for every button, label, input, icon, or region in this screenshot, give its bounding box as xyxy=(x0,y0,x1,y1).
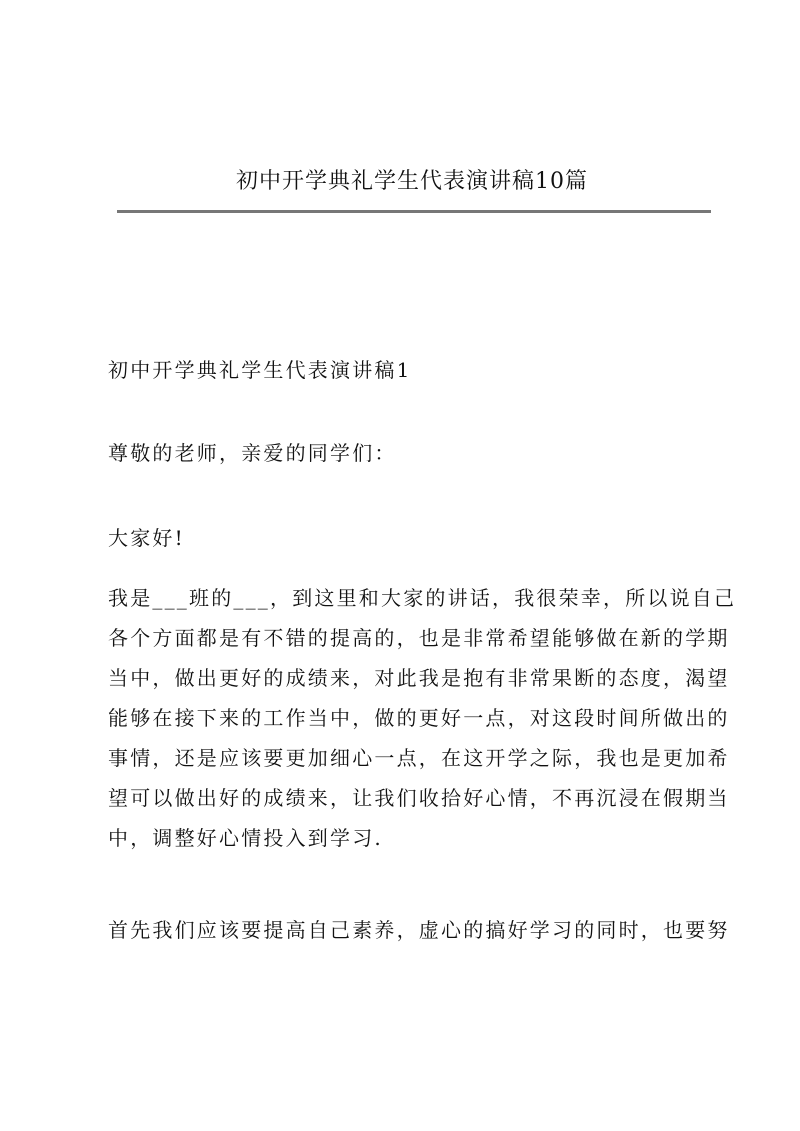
document-title: 初中开学典礼学生代表演讲稿10篇 xyxy=(236,169,588,194)
greeting: 大家好! xyxy=(108,526,185,550)
section-heading: 初中开学典礼学生代表演讲稿1 xyxy=(108,358,412,382)
paragraph-line: 事情，还是应该要更加细心一点，在这开学之际，我也是更加希 xyxy=(108,746,730,770)
salutation: 尊敬的老师，亲爱的同学们： xyxy=(108,441,397,465)
paragraph-line: 当中，做出更好的成绩来，对此我是抱有非常果断的态度，渴望 xyxy=(108,666,730,690)
paragraph-line: 首先我们应该要提高自己素养，虚心的搞好学习的同时，也要努 xyxy=(108,918,730,942)
title-divider xyxy=(117,210,711,213)
paragraph-line: 各个方面都是有不错的提高的，也是非常希望能够做在新的学期 xyxy=(108,626,730,650)
paragraph-line: 望可以做出好的成绩来，让我们收拾好心情，不再沉浸在假期当 xyxy=(108,786,730,810)
paragraph-line: 中，调整好心情投入到学习. xyxy=(108,826,383,850)
paragraph-line: 能够在接下来的工作当中，做的更好一点，对这段时间所做出的 xyxy=(108,706,730,730)
paragraph-line: 我是___班的___，到这里和大家的讲话，我很荣幸，所以说自己 xyxy=(108,586,737,610)
